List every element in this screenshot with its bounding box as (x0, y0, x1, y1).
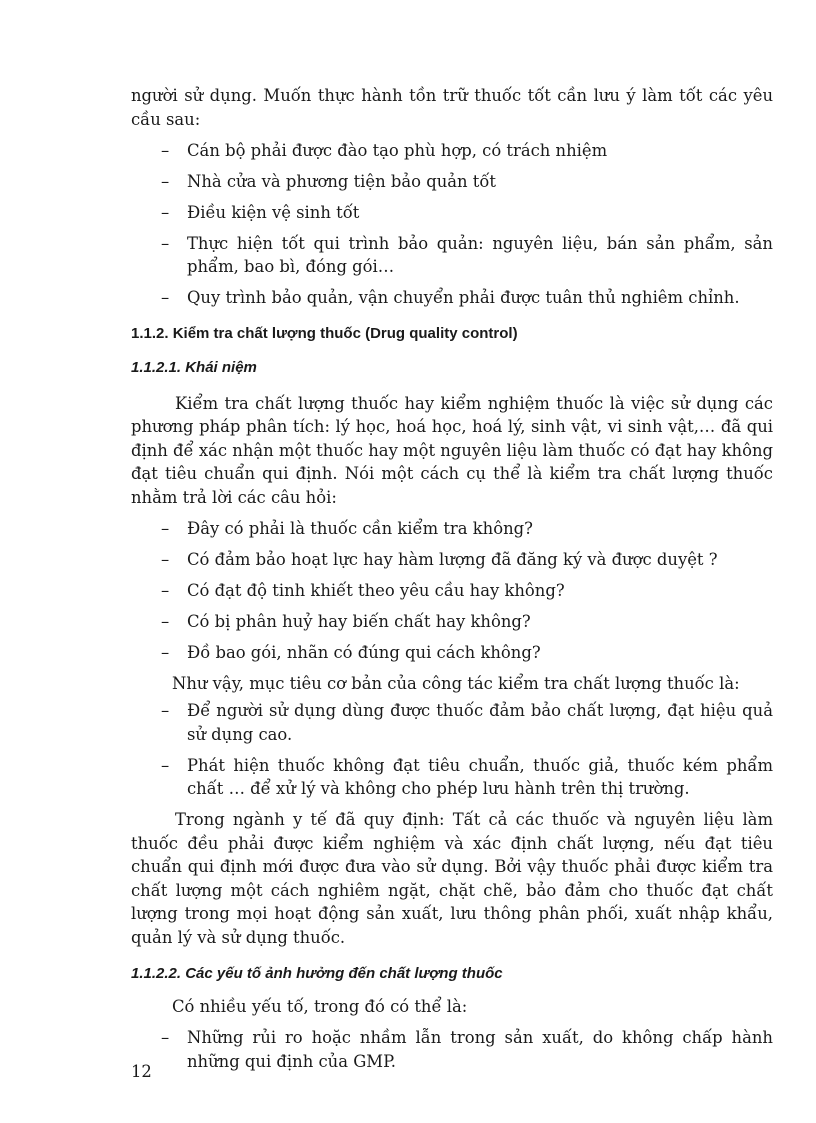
factors-intro-paragraph: Có nhiều yếu tố, trong đó có thể là: (172, 997, 468, 1016)
list-item-text: Phát hiện thuốc không đạt tiêu chuẩn, thuốc giả, thuốc kém phẩm chất … để xử lý và không cho phép lưu hành trên thị trường. (187, 755, 773, 798)
dash-bullet: – (161, 1028, 170, 1047)
list-item (131, 641, 773, 665)
list-item (131, 548, 773, 572)
list-item (131, 139, 773, 163)
factors-list (131, 1026, 773, 1073)
list-item-text: Cán bộ phải được đào tạo phù hợp, có trách nhiệm (187, 140, 608, 160)
objective-intro-paragraph: Như vậy, mục tiêu cơ bản của công tác kiểm tra chất lượng thuốc là: (172, 673, 740, 693)
list-item-text: Có đạt độ tinh khiết theo yêu cầu hay không? (187, 580, 565, 600)
dash-bullet: – (161, 140, 170, 160)
list-item-text: Những rủi ro hoặc nhầm lẫn trong sản xuất, do không chấp hành những qui định của GMP. (187, 1028, 773, 1071)
list-item-text: Quy trình bảo quản, vận chuyển phải được tuân thủ nghiêm chỉnh. (187, 288, 740, 307)
concept-paragraph: Kiểm tra chất lượng thuốc hay kiểm nghiệm thuốc là việc sử dụng các phương pháp phân tích: lý học, hoá học, hoá lý, sinh vật, vi sinh vật,… đã qui định để xác nhận một thuốc hay một nguyên liệu làm thuốc có đạt hay không đạt tiêu chuẩn qui định. Nói một cách cụ thể là kiểm tra chất lượng thuốc nhằm trả lời các câu hỏi: (131, 393, 773, 507)
list-item (131, 579, 773, 603)
dash-bullet: – (161, 701, 170, 720)
list-item (131, 232, 773, 279)
dash-bullet: – (161, 288, 170, 307)
storage-requirements-list (131, 139, 773, 310)
subsection-heading-1-1-2-1: 1.1.2.1. Khái niệm (131, 358, 257, 376)
dash-bullet: – (161, 202, 170, 222)
list-item-text: Điều kiện vệ sinh tốt (187, 202, 360, 222)
dash-bullet: – (161, 755, 170, 775)
dash-bullet: – (161, 642, 170, 662)
list-item-text: Để người sử dụng dùng được thuốc đảm bảo chất lượng, đạt hiệu quả sử dụng cao. (187, 701, 773, 744)
list-item-text: Đây có phải là thuốc cần kiểm tra không? (187, 518, 533, 538)
dash-bullet: – (161, 549, 170, 569)
dash-bullet: – (161, 171, 170, 191)
list-item-text: Có bị phân huỷ hay biến chất hay không? (187, 611, 531, 631)
list-item-text: Thực hiện tốt qui trình bảo quản: nguyên liệu, bán sản phẩm, sản phẩm, bao bì, đóng gói… (187, 233, 773, 276)
dash-bullet: – (161, 611, 170, 631)
list-item (131, 201, 773, 225)
section-heading-1-1-2: 1.1.2. Kiểm tra chất lượng thuốc (Drug quality control) (131, 324, 518, 342)
list-item (131, 286, 773, 310)
list-item-text: Nhà cửa và phương tiện bảo quản tốt (187, 171, 496, 191)
dash-bullet: – (161, 518, 170, 538)
document-page (131, 84, 773, 1073)
list-item (131, 754, 773, 801)
list-item-text: Đồ bao gói, nhãn có đúng qui cách không? (187, 642, 541, 662)
dash-bullet: – (161, 233, 170, 253)
objectives-list (131, 699, 773, 801)
intro-paragraph: người sử dụng. Muốn thực hành tồn trữ thuốc tốt cần lưu ý làm tốt các yêu cầu sau: (131, 86, 773, 129)
quality-questions-list (131, 517, 773, 665)
subsection-heading-1-1-2-2: 1.1.2.2. Các yếu tố ảnh hưởng đến chất lượng thuốc (131, 965, 503, 982)
list-item (131, 1026, 773, 1073)
list-item-text: Có đảm bảo hoạt lực hay hàm lượng đã đăng ký và được duyệt ? (187, 549, 718, 569)
list-item (131, 699, 773, 746)
dash-bullet: – (161, 580, 170, 600)
list-item (131, 517, 773, 541)
page-number: 12 (131, 1062, 152, 1081)
regulation-paragraph: Trong ngành y tế đã quy định: Tất cả các thuốc và nguyên liệu làm thuốc đều phải được kiểm nghiệm và xác định chất lượng, nếu đạt tiêu chuẩn qui định mới được đưa vào sử dụng. Bởi vậy thuốc phải được kiểm tra chất lượng một cách nghiêm ngặt, chặt chẽ, bảo đảm cho thuốc đạt chất lượng trong mọi hoạt động sản xuất, lưu thông phân phối, xuất nhập khẩu, quản lý và sử dụng thuốc. (131, 810, 773, 947)
list-item (131, 610, 773, 634)
list-item (131, 170, 773, 194)
